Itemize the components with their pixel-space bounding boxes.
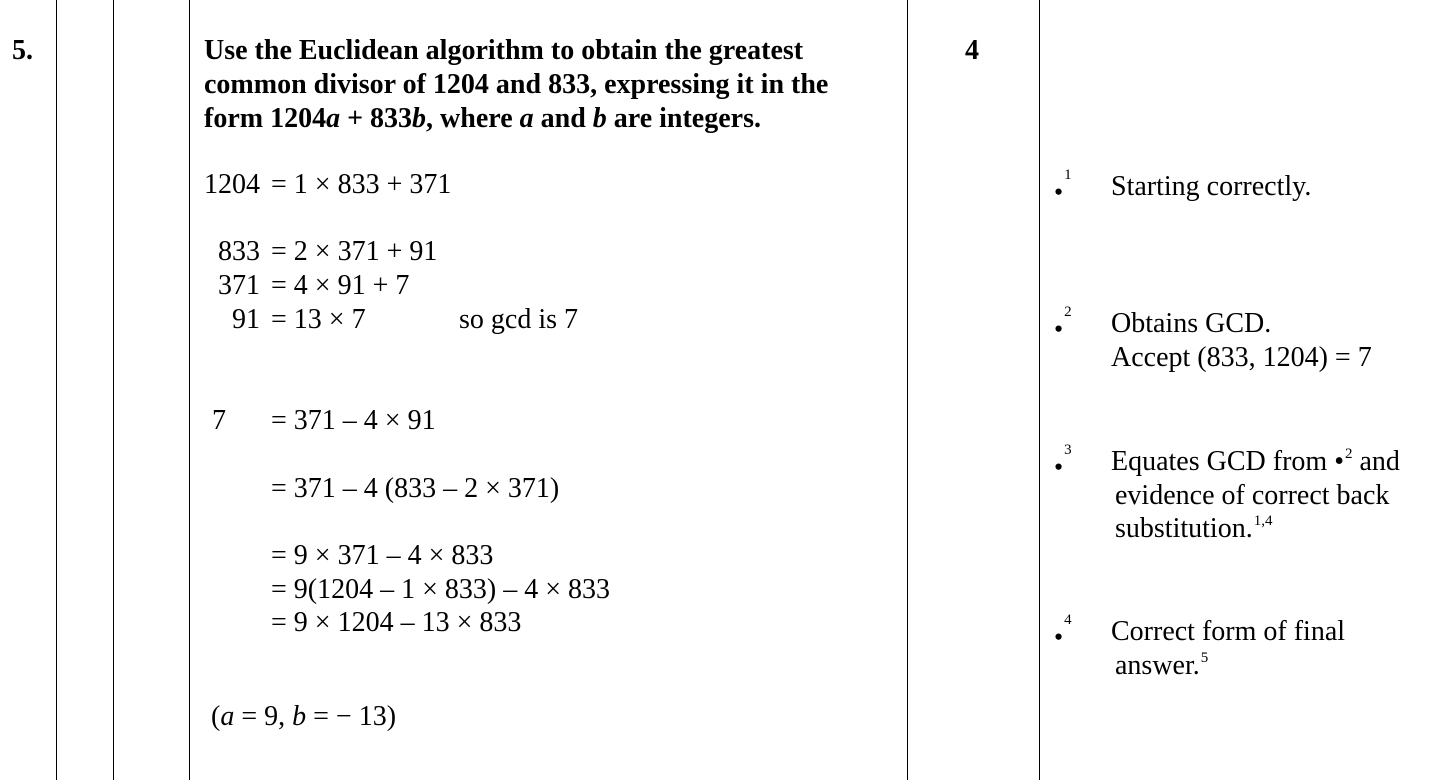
marking-3-text-line-3: substitution.$^{1,4}$ — [1115, 513, 1273, 544]
question-number: 5. — [12, 35, 33, 66]
step4-lhs: 91 — [232, 304, 260, 335]
back-sub-line-4: = 9(1204 – 1 × 833) – 4 × 833 — [271, 574, 611, 605]
marking-2-text-line-2: Accept (833, 1204) = 7 — [1111, 342, 1372, 373]
marking-bullet-1: •$^1$ — [1054, 167, 1072, 207]
prompt-line-2: common divisor of 1204 and 833, expressing it in the — [204, 69, 829, 100]
marking-bullet-2: •$^2$ — [1054, 304, 1072, 344]
back-sub-line-2: = 371 – 4 (833 – 2 × 371) — [271, 473, 560, 504]
back-sub-line-1: = 371 – 4 × 91 — [271, 405, 436, 436]
step2-rhs: = 2 × 371 + 91 — [271, 236, 438, 267]
final-answer: (a = 9, b = − 13) — [211, 701, 397, 732]
column-divider-1 — [56, 0, 57, 780]
step4-rhs: = 13 × 7 — [271, 304, 366, 335]
back-sub-line-3: = 9 × 371 – 4 × 833 — [271, 540, 494, 571]
marking-3-text-line-2: evidence of correct back — [1115, 480, 1390, 511]
step1-lhs: 1204 — [204, 169, 260, 200]
step1-rhs: = 1 × 833 + 371 — [271, 169, 452, 200]
step3-lhs: 371 — [218, 270, 260, 301]
prompt-line-3: form 1204a + 833b, where a and b are integers. — [204, 103, 761, 134]
gcd-note: so gcd is 7 — [459, 304, 578, 335]
column-divider-5 — [1039, 0, 1040, 780]
marking-4-text-line-2: answer.$^5$ — [1115, 650, 1209, 681]
marks-value: 4 — [965, 35, 979, 66]
marking-1-text: Starting correctly. — [1111, 171, 1312, 202]
back-sub-lhs: 7 — [212, 405, 226, 436]
back-sub-line-5: = 9 × 1204 – 13 × 833 — [271, 607, 522, 638]
bullet-reference: • — [1334, 446, 1344, 477]
step2-lhs: 833 — [218, 236, 260, 267]
marking-2-text-line-1: Obtains GCD. — [1111, 308, 1272, 339]
column-divider-2 — [113, 0, 114, 780]
marking-bullet-4: •$^4$ — [1054, 612, 1072, 652]
marking-3-text-line-1: Equates GCD from •$^2$ and — [1111, 446, 1400, 477]
column-divider-3 — [189, 0, 190, 780]
marking-4-text-line-1: Correct form of final — [1111, 616, 1346, 647]
column-divider-4 — [907, 0, 908, 780]
marking-bullet-3: •$^3$ — [1054, 442, 1072, 482]
step3-rhs: = 4 × 91 + 7 — [271, 270, 410, 301]
prompt-line-1: Use the Euclidean algorithm to obtain the greatest — [204, 35, 804, 66]
